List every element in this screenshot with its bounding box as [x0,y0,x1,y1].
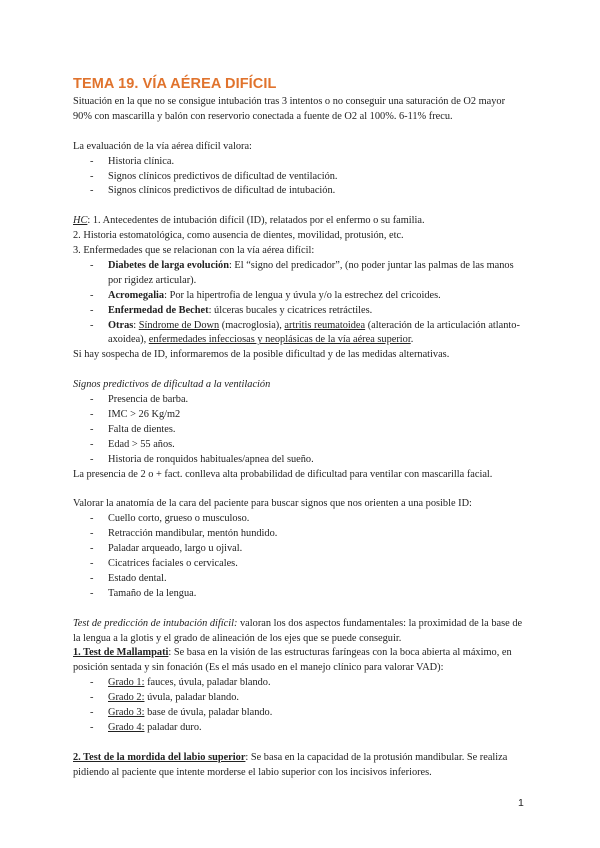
list-item: - Tamaño de la lengua. [90,587,525,602]
list-item: - Otras: Síndrome de Down (macroglosia), artritis reumatoidea (alteración de la articulación atlanto-axoidea), enfermedades infecciosas y neoplásicas de la vía aérea superior. [90,319,525,349]
list-item: - Cicatrices faciales o cervicales. [90,557,525,572]
list-item: - Falta de dientes. [90,423,525,438]
page-number: 1 [518,797,524,809]
hc-line-1: HC: 1. Antecedentes de intubación difícil (ID), relatados por el enfermo o su familia. [73,215,425,227]
tests-heading: Test de predicción de intubación difícil: [73,617,238,629]
hc-label: HC [73,215,88,227]
evaluation-heading: La evaluación de la vía aérea difícil valora: [73,140,252,152]
list-item: - Acromegalia: Por la hipertrofia de lengua y úvula y/o la estrechez del cricoides. [90,289,525,304]
mallampati-grades [73,676,525,736]
diseases-list [73,259,525,348]
list-item: - Enfermedad de Bechet: úlceras bucales y cicatrices retráctiles. [90,304,525,319]
intro-paragraph: Situación en la que no se consigue intubación tras 3 intentos o no conseguir una saturación de O2 mayor 90% con mascarilla y balón con reservorio conectada a fuente de O2 al 100%. 6-11% frecu. [73,96,506,122]
list-item: - Estado dental. [90,572,525,587]
list-item: - Grado 1: fauces, úvula, paladar blando. [90,676,525,691]
anatomy-heading: Valorar la anatomía de la cara del paciente para buscar signos que nos orienten a una posible ID: [73,498,472,510]
labio-title: 2. Test de la mordida del labio superior [73,751,246,763]
list-item: - Presencia de barba. [90,393,525,408]
hc-line-3: 3. Enfermedades que se relacionan con la vía aérea difícil: [73,245,315,257]
evaluation-list [73,155,525,200]
list-item: - IMC > 26 Kg/m2 [90,408,525,423]
hc-line-2: 2. Historia estomatológica, como ausencia de dientes, movilidad, protusión, etc. [73,230,404,242]
list-item: - Historia de ronquidos habituales/apnea del sueño. [90,453,525,468]
suspicion-note: Si hay sospecha de ID, informaremos de la posible dificultad y de las medidas alternativas. [73,349,450,361]
list-item: - Paladar arqueado, largo u ojival. [90,542,525,557]
tests-intro: Test de predicción de intubación difícil: valoran los dos aspectos fundamentales: la proximidad de la base de la lengua a la glotis y el grado de alineación de los ejes que se puede conseguir. [73,617,523,644]
list-item: - Historia clínica. [90,155,525,170]
list-item: - Cuello corto, grueso o musculoso. [90,512,525,527]
list-item: - Edad > 55 años. [90,438,525,453]
anatomy-list [73,512,525,601]
list-item: - Signos clínicos predictivos de dificultad de intubación. [90,184,525,199]
mallampati-paragraph: 1. Test de Mallampati: Se basa en la visión de las estructuras faríngeas con la boca abierta al máximo, en posición sentada y sin fonación (Es el más usado en el manejo clínico para valorar VAD): [73,647,512,674]
ventilation-list [73,393,525,468]
mallampati-title: 1. Test de Mallampati [73,647,169,659]
list-item: - Grado 2: úvula, paladar blando. [90,691,525,706]
ventilation-heading: Signos predictivos de dificultad a la ventilación [73,379,271,391]
list-item: - Diabetes de larga evolución: El “signo del predicador”, (no poder juntar las palmas de las manos por rigidez articular). [90,259,525,289]
list-item: - Signos clínicos predictivos de dificultad de ventilación. [90,170,525,185]
list-item: - Grado 4: paladar duro. [90,721,525,736]
labio-paragraph: 2. Test de la mordida del labio superior: Se basa en la capacidad de la protusión mandibular. Se realiza pidiendo al paciente que intente morderse el labio superior con los incisivos inferiores. [73,751,508,778]
list-item: - Grado 3: base de úvula, paladar blando. [90,706,525,721]
document-body [73,95,525,781]
ventilation-conclusion: La presencia de 2 o + fact. conlleva alta probabilidad de dificultad para ventilar con mascarilla facial. [73,468,493,480]
list-item: - Retracción mandibular, mentón hundido. [90,527,525,542]
page-title: TEMA 19. VÍA AÉREA DIFÍCIL [73,76,277,92]
